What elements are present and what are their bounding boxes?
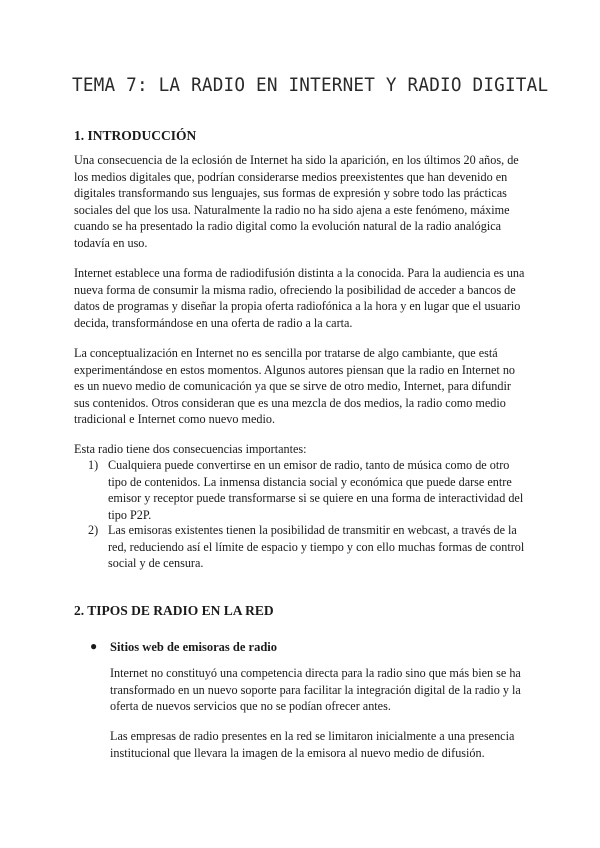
section-heading-tipos-de-radio: 2. TIPOS DE RADIO EN LA RED xyxy=(74,603,274,618)
paragraph: Esta radio tiene dos consecuencias importantes: xyxy=(74,442,307,456)
list-item-text: Las emisoras existentes tienen la posibilidad de transmitir en webcast, a través de la red, reduciendo así el límite de espacio y tiempo y con ello muchas formas de control social y de censura. xyxy=(108,523,525,570)
paragraph: Una consecuencia de la eclosión de Internet ha sido la aparición, en los últimos 20 años, de los medios digitales que, podrían considerarse medios preexistentes que han devenido en digitales transformando sus lenguajes, sus formas de expresión y sobre todo las prácticas sociales del que los usa. Naturalmente la radio no ha sido ajena a este fenómeno, máxime cuando se ha presentado la radio digital como la evolución natural de la radio analógica todavía en uso. xyxy=(74,153,519,250)
list-number: 1) xyxy=(88,458,99,472)
section-heading-introduccion: 1. INTRODUCCIÓN xyxy=(74,128,197,143)
list-number: 2) xyxy=(88,523,99,537)
paragraph: Las empresas de radio presentes en la red se limitaron inicialmente a una presencia institucional que llevara la imagen de la emisora al nuevo medio de difusión. xyxy=(110,729,515,760)
paragraph: Internet no constituyó una competencia directa para la radio sino que más bien se ha transformado en un nuevo soporte para facilitar la integración digital de la radio y la oferta de nuevos servicios que no se podían ofrecer antes. xyxy=(110,666,521,713)
document-title: TEMA 7: LA RADIO EN INTERNET Y RADIO DIGITAL xyxy=(72,74,549,96)
paragraph: La conceptualización en Internet no es sencilla por tratarse de algo cambiante, que está experimentándose en estos momentos. Algunos autores piensan que la radio en Internet no es un nuevo medio de comunicación ya que se sirve de otro medio, Internet, para difundir sus contenidos. Otros consideran que es una mezcla de dos medios, la radio como medio tradicional e Internet como nuevo medio. xyxy=(74,346,516,426)
paragraph: Internet establece una forma de radiodifusión distinta a la conocida. Para la audiencia es una nueva forma de consumir la misma radio, ofreciendo la posibilidad de acceder a bancos de datos de programas y diseñar la propia oferta radiofónica a la hora y en lugar que el usuario decida, transformándose en una oferta de radio a la carta. xyxy=(74,266,525,330)
bullet-label: Sitios web de emisoras de radio xyxy=(110,640,278,654)
list-item-text: Cualquiera puede convertirse en un emisor de radio, tanto de música como de otro tipo de contenidos. La inmensa distancia social y económica que puede darse entre emisor y receptor puede transformarse si se quiere en una forma de interactividad del tipo P2P. xyxy=(108,458,524,522)
bullet-icon: ● xyxy=(90,639,98,653)
